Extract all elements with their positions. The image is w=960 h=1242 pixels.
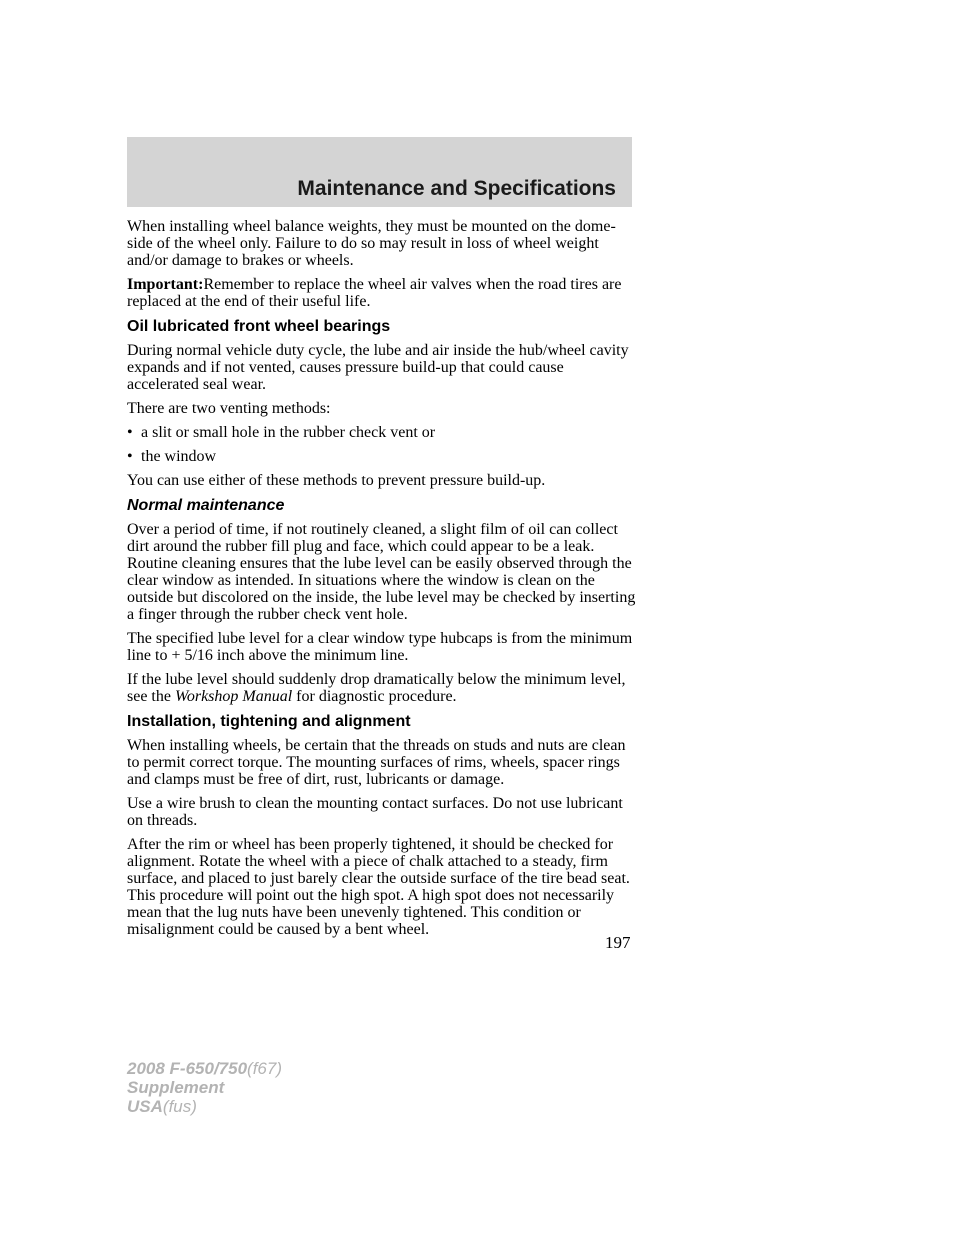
- important-label: Important:: [127, 276, 204, 293]
- heading-normal-maintenance: Normal maintenance: [127, 497, 285, 514]
- workshop-manual-ref: Workshop Manual: [174, 688, 293, 705]
- section-title: Maintenance and Specifications: [297, 177, 616, 200]
- list-item: [127, 424, 637, 441]
- paragraph-lube-drop: [127, 671, 637, 705]
- paragraph-routine-cleaning: Over a period of time, if not routinely cleaned, a slight film of oil can collect dirt around the rubber fill plug and face, which could appear to be a leak. Routine cleaning ensures that the lube level can be easily observed through the clear window as intended. In situations where the window is clean on the outside but discolored on the inside, the lube level may be checked by inserting a finger through the rubber check vent hole.: [127, 521, 636, 623]
- section-header-band: [127, 137, 632, 207]
- lube-drop-text: If the lube level should suddenly drop dramatically below the minimum level, see the: [127, 671, 626, 705]
- footer-market-line: [127, 1097, 282, 1116]
- paragraph-alignment-check: After the rim or wheel has been properly tightened, it should be checked for alignment. Rotate the wheel with a piece of chalk attached to a steady, firm surface, and placed to just barely clear the outside surface of the tire bead seat. This procedure will point out the high spot. A high spot does not necessarily mean that the lug nuts have been unevenly tightened. This condition or misalignment could be caused by a bent wheel.: [127, 836, 630, 938]
- paragraph-balance-weights: When installing wheel balance weights, they must be mounted on the dome-side of the wheel only. Failure to do so may result in loss of wheel weight and/or damage to brakes or wheels.: [127, 218, 616, 269]
- heading-installation-alignment: Installation, tightening and alignment: [127, 713, 411, 730]
- footer-market-code: (fus): [162, 1097, 197, 1116]
- heading-oil-lubricated-bearings: Oil lubricated front wheel bearings: [127, 318, 391, 335]
- list-item-text: the window: [141, 448, 217, 465]
- footer-model-code: (f67): [247, 1059, 283, 1078]
- page-number: 197: [605, 933, 631, 952]
- bullet-icon: •: [127, 424, 133, 441]
- paragraph-installing-wheels: When installing wheels, be certain that the threads on studs and nuts are clean to permit correct torque. The mounting surfaces of rims, wheels, spacer rings and clamps must be free of dirt, rust, lubricants or damage.: [127, 737, 626, 788]
- footer-model: 2008 F-650/750: [127, 1059, 248, 1078]
- paragraph-important: [127, 276, 637, 310]
- important-text: Remember to replace the wheel air valves when the road tires are replaced at the end of their useful life.: [127, 276, 622, 310]
- list-item: [127, 448, 637, 465]
- venting-methods-list: [127, 424, 637, 465]
- paragraph-duty-cycle: During normal vehicle duty cycle, the lube and air inside the hub/wheel cavity expands and if not vented, causes pressure build-up that could cause accelerated seal wear.: [127, 342, 629, 393]
- page-content: [127, 218, 637, 945]
- footer-model-line: [127, 1059, 282, 1078]
- paragraph-venting-methods: There are two venting methods:: [127, 400, 331, 417]
- list-item-text: a slit or small hole in the rubber check vent or: [141, 424, 436, 441]
- bullet-icon: •: [127, 448, 133, 465]
- paragraph-lube-level-spec: The specified lube level for a clear window type hubcaps is from the minimum line to + 5/16 inch above the minimum line.: [127, 630, 633, 664]
- paragraph-wire-brush: Use a wire brush to clean the mounting contact surfaces. Do not use lubricant on threads.: [127, 795, 623, 829]
- lube-drop-text-end: for diagnostic procedure.: [292, 688, 457, 705]
- paragraph-either-method: You can use either of these methods to prevent pressure build-up.: [127, 472, 546, 489]
- footer-doc-type: Supplement: [127, 1078, 225, 1097]
- footer-market: USA: [127, 1097, 163, 1116]
- document-footer: [127, 1059, 282, 1116]
